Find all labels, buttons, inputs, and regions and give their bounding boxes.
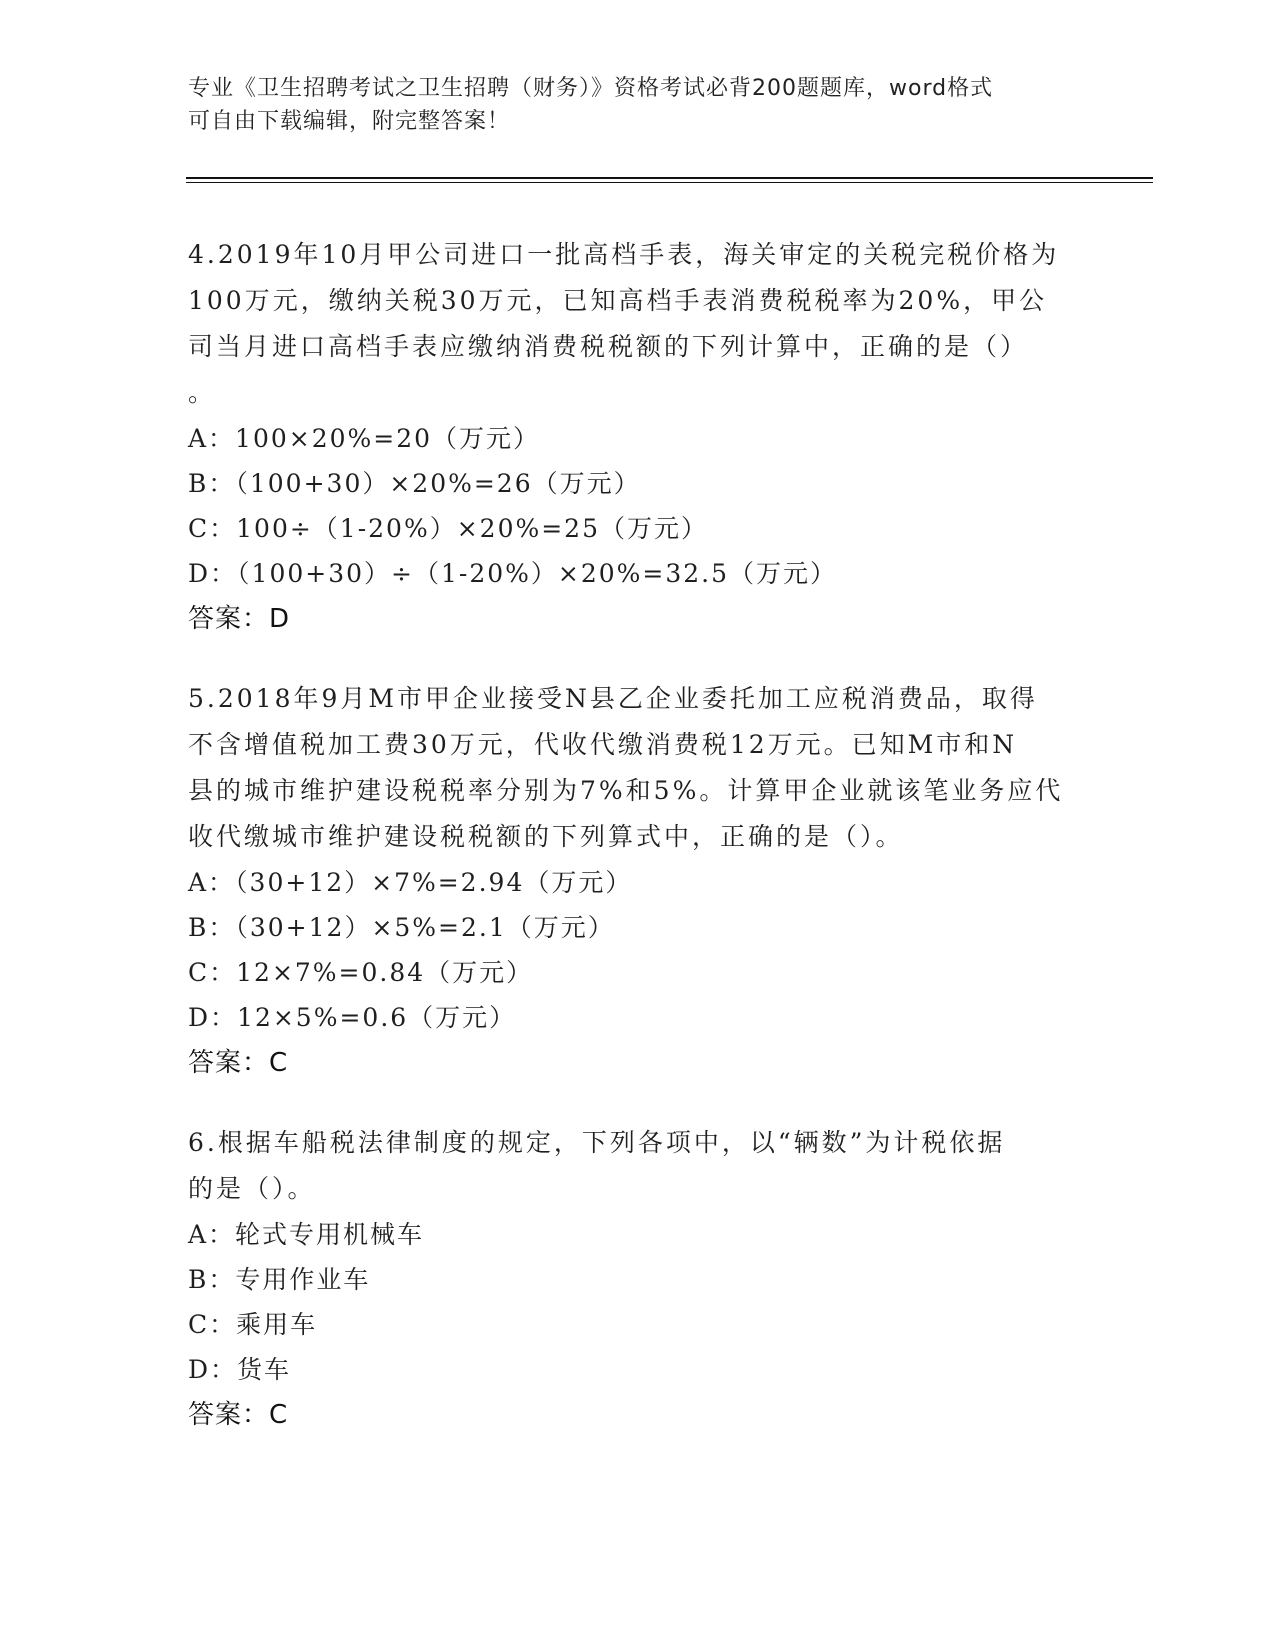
option-b: B：（100+30）×20%=26（万元） <box>188 469 641 498</box>
question-line: 司当月进口高档手表应缴纳消费税税额的下列计算中，正确的是（） <box>188 332 1029 361</box>
answer: 答案：D <box>188 604 291 634</box>
header-line-1: 专业《卫生招聘考试之卫生招聘（财务）》资格考试必背200题题库，word格式 <box>188 76 994 101</box>
question-text <box>188 676 1088 860</box>
question-line: 县的城市维护建设税税率分别为7%和5%。计算甲企业就该笔业务应代 <box>188 776 1064 805</box>
question-4 <box>188 232 1088 642</box>
option-a: A：轮式专用机械车 <box>188 1220 425 1249</box>
question-line: 收代缴城市维护建设税税额的下列算式中，正确的是（）。 <box>188 822 904 851</box>
header-line-2: 可自由下载编辑，附完整答案！ <box>188 109 511 134</box>
option-d: D：（100+30）÷（1-20%）×20%=32.5（万元） <box>188 559 838 588</box>
question-5 <box>188 676 1088 1086</box>
question-line: 100万元，缴纳关税30万元，已知高档手表消费税税率为20%，甲公 <box>188 286 1048 315</box>
question-line: 不含增值税加工费30万元，代收代缴消费税12万元。已知M市和N <box>188 730 1018 759</box>
question-line: 6.根据车船税法律制度的规定，下列各项中，以“辆数”为计税依据 <box>188 1128 1006 1157</box>
question-text <box>188 232 1088 416</box>
question-line: 的是（）。 <box>188 1174 316 1203</box>
header-divider-thin <box>186 182 1153 183</box>
document-header <box>188 72 1068 138</box>
option-b: B：（30+12）×5%=2.1（万元） <box>188 913 615 942</box>
question-line: 4.2019年10月甲公司进口一批高档手表，海关审定的关税完税价格为 <box>188 240 1060 269</box>
question-line: 。 <box>188 378 217 407</box>
answer: 答案：C <box>188 1400 289 1430</box>
question-list <box>188 232 1088 1472</box>
option-c: C：12×7%=0.84（万元） <box>188 958 534 987</box>
option-a: A：（30+12）×7%=2.94（万元） <box>188 868 633 897</box>
option-c: C：100÷（1-20%）×20%=25（万元） <box>188 514 708 543</box>
question-line: 5.2018年9月M市甲企业接受N县乙企业委托加工应税消费品，取得 <box>188 684 1038 713</box>
question-6 <box>188 1120 1088 1438</box>
option-c: C：乘用车 <box>188 1310 318 1339</box>
question-text <box>188 1120 1088 1212</box>
option-d: D：货车 <box>188 1355 292 1384</box>
option-a: A：100×20%=20（万元） <box>188 424 541 453</box>
option-b: B：专用作业车 <box>188 1265 371 1294</box>
option-d: D：12×5%=0.6（万元） <box>188 1003 517 1032</box>
header-divider-thick <box>186 177 1153 179</box>
answer: 答案：C <box>188 1048 289 1078</box>
